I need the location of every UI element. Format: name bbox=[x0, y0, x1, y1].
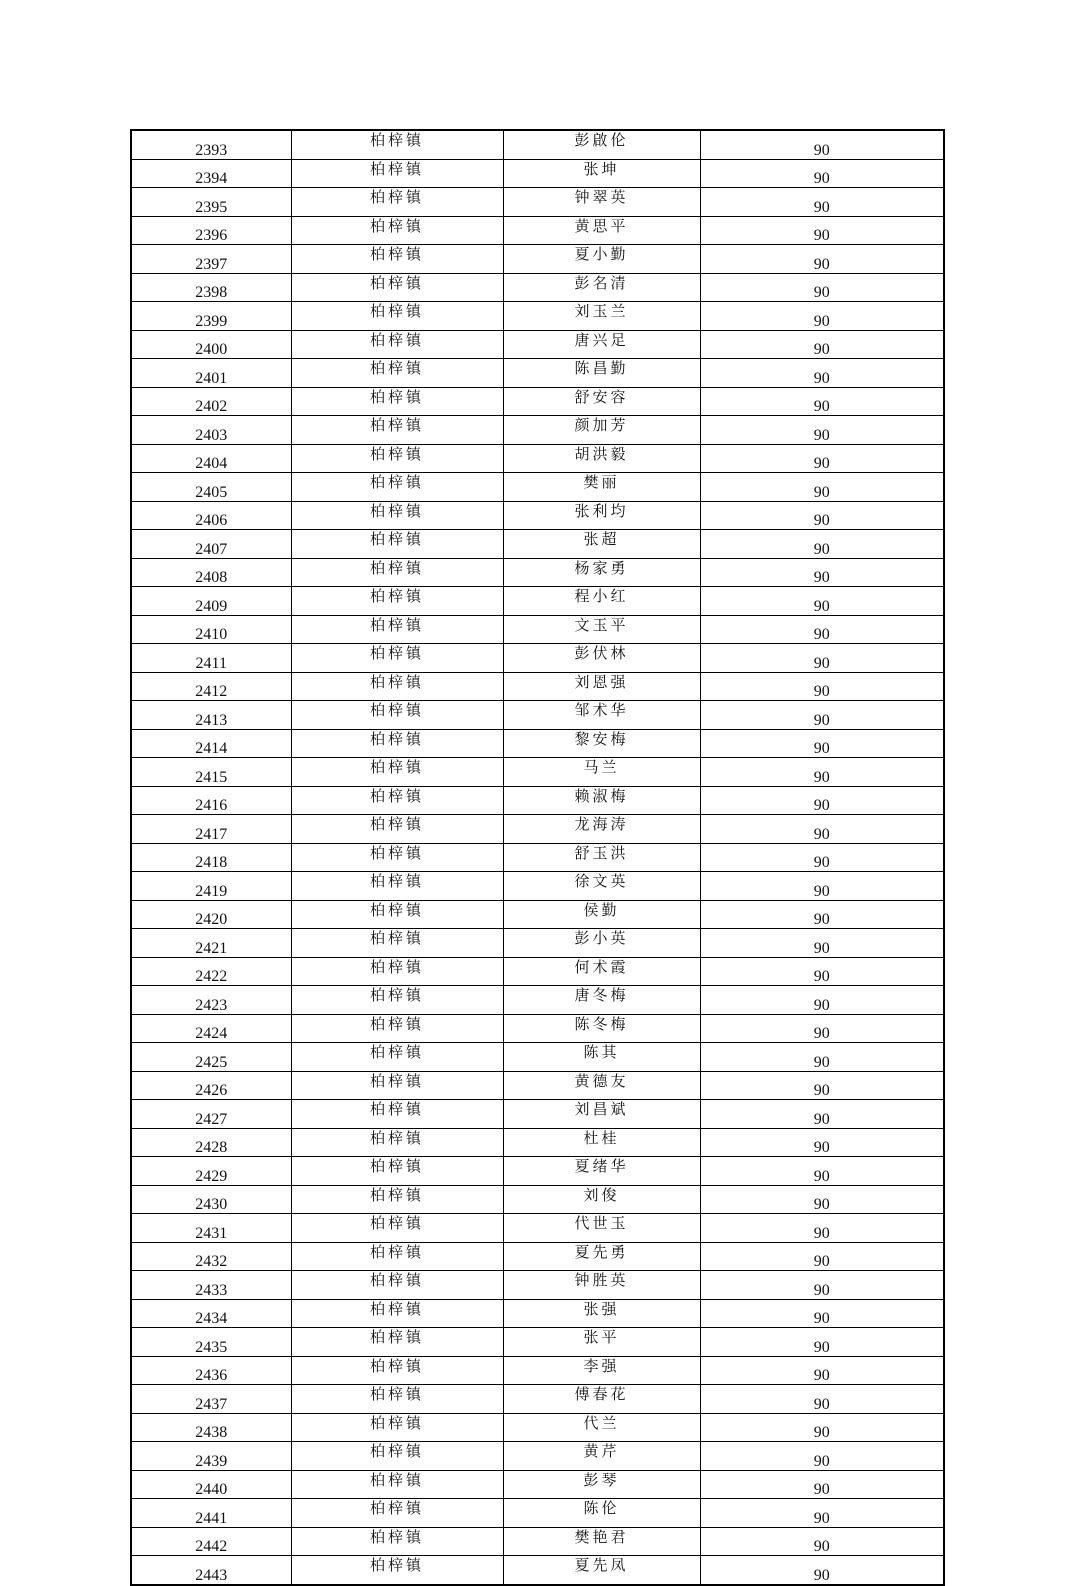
roster-table-body bbox=[131, 130, 944, 1585]
cell-serial-number: 2412 bbox=[131, 672, 291, 701]
cell-town: 柏梓镇 bbox=[291, 558, 503, 587]
cell-score: 90 bbox=[700, 587, 944, 616]
cell-town: 柏梓镇 bbox=[291, 672, 503, 701]
table-row bbox=[131, 159, 944, 188]
cell-serial-number: 2425 bbox=[131, 1043, 291, 1072]
cell-town: 柏梓镇 bbox=[291, 245, 503, 274]
cell-serial-number: 2411 bbox=[131, 644, 291, 673]
cell-town: 柏梓镇 bbox=[291, 473, 503, 502]
cell-score: 90 bbox=[700, 1185, 944, 1214]
cell-serial-number: 2434 bbox=[131, 1299, 291, 1328]
cell-serial-number: 2438 bbox=[131, 1413, 291, 1442]
table-row bbox=[131, 1100, 944, 1129]
cell-score: 90 bbox=[700, 302, 944, 331]
cell-town: 柏梓镇 bbox=[291, 957, 503, 986]
cell-person-name: 何术霞 bbox=[503, 957, 700, 986]
cell-serial-number: 2431 bbox=[131, 1214, 291, 1243]
cell-serial-number: 2424 bbox=[131, 1014, 291, 1043]
cell-score: 90 bbox=[700, 672, 944, 701]
cell-person-name: 张强 bbox=[503, 1299, 700, 1328]
cell-score: 90 bbox=[700, 1214, 944, 1243]
cell-score: 90 bbox=[700, 929, 944, 958]
cell-town: 柏梓镇 bbox=[291, 929, 503, 958]
cell-score: 90 bbox=[700, 1527, 944, 1556]
cell-town: 柏梓镇 bbox=[291, 159, 503, 188]
cell-score: 90 bbox=[700, 1242, 944, 1271]
cell-serial-number: 2399 bbox=[131, 302, 291, 331]
cell-town: 柏梓镇 bbox=[291, 302, 503, 331]
table-row bbox=[131, 416, 944, 445]
cell-person-name: 杨家勇 bbox=[503, 558, 700, 587]
cell-score: 90 bbox=[700, 1442, 944, 1471]
cell-person-name: 马兰 bbox=[503, 758, 700, 787]
cell-town: 柏梓镇 bbox=[291, 130, 503, 159]
cell-town: 柏梓镇 bbox=[291, 1100, 503, 1129]
table-row bbox=[131, 216, 944, 245]
cell-town: 柏梓镇 bbox=[291, 1157, 503, 1186]
cell-town: 柏梓镇 bbox=[291, 1242, 503, 1271]
cell-person-name: 李强 bbox=[503, 1356, 700, 1385]
table-row bbox=[131, 986, 944, 1015]
cell-town: 柏梓镇 bbox=[291, 1356, 503, 1385]
cell-town: 柏梓镇 bbox=[291, 359, 503, 388]
cell-person-name: 彭伏林 bbox=[503, 644, 700, 673]
table-row bbox=[131, 359, 944, 388]
table-row bbox=[131, 957, 944, 986]
cell-person-name: 陈昌勤 bbox=[503, 359, 700, 388]
table-row bbox=[131, 1328, 944, 1357]
table-row bbox=[131, 1242, 944, 1271]
cell-person-name: 彭啟伦 bbox=[503, 130, 700, 159]
cell-serial-number: 2421 bbox=[131, 929, 291, 958]
cell-town: 柏梓镇 bbox=[291, 900, 503, 929]
cell-score: 90 bbox=[700, 758, 944, 787]
table-row bbox=[131, 815, 944, 844]
cell-score: 90 bbox=[700, 473, 944, 502]
cell-score: 90 bbox=[700, 1413, 944, 1442]
cell-person-name: 刘昌斌 bbox=[503, 1100, 700, 1129]
cell-town: 柏梓镇 bbox=[291, 815, 503, 844]
cell-town: 柏梓镇 bbox=[291, 786, 503, 815]
cell-person-name: 夏先凤 bbox=[503, 1556, 700, 1585]
table-row bbox=[131, 872, 944, 901]
cell-person-name: 唐兴足 bbox=[503, 330, 700, 359]
cell-town: 柏梓镇 bbox=[291, 758, 503, 787]
cell-serial-number: 2413 bbox=[131, 701, 291, 730]
cell-serial-number: 2440 bbox=[131, 1470, 291, 1499]
cell-score: 90 bbox=[700, 558, 944, 587]
cell-serial-number: 2436 bbox=[131, 1356, 291, 1385]
table-row bbox=[131, 1413, 944, 1442]
table-row bbox=[131, 644, 944, 673]
table-row bbox=[131, 1043, 944, 1072]
cell-score: 90 bbox=[700, 1157, 944, 1186]
table-row bbox=[131, 1071, 944, 1100]
cell-person-name: 舒玉洪 bbox=[503, 843, 700, 872]
cell-serial-number: 2400 bbox=[131, 330, 291, 359]
table-row bbox=[131, 188, 944, 217]
cell-score: 90 bbox=[700, 1071, 944, 1100]
cell-serial-number: 2414 bbox=[131, 729, 291, 758]
cell-person-name: 代世玉 bbox=[503, 1214, 700, 1243]
cell-town: 柏梓镇 bbox=[291, 615, 503, 644]
cell-score: 90 bbox=[700, 416, 944, 445]
cell-town: 柏梓镇 bbox=[291, 1299, 503, 1328]
cell-score: 90 bbox=[700, 1356, 944, 1385]
cell-score: 90 bbox=[700, 843, 944, 872]
cell-score: 90 bbox=[700, 1299, 944, 1328]
cell-town: 柏梓镇 bbox=[291, 701, 503, 730]
table-row bbox=[131, 615, 944, 644]
cell-serial-number: 2439 bbox=[131, 1442, 291, 1471]
cell-town: 柏梓镇 bbox=[291, 273, 503, 302]
cell-score: 90 bbox=[700, 729, 944, 758]
cell-person-name: 陈其 bbox=[503, 1043, 700, 1072]
cell-person-name: 赖淑梅 bbox=[503, 786, 700, 815]
table-row bbox=[131, 558, 944, 587]
cell-person-name: 彭名清 bbox=[503, 273, 700, 302]
cell-serial-number: 2408 bbox=[131, 558, 291, 587]
cell-person-name: 夏绪华 bbox=[503, 1157, 700, 1186]
cell-score: 90 bbox=[700, 1014, 944, 1043]
cell-town: 柏梓镇 bbox=[291, 1071, 503, 1100]
cell-town: 柏梓镇 bbox=[291, 1499, 503, 1528]
table-row bbox=[131, 1356, 944, 1385]
table-row bbox=[131, 929, 944, 958]
cell-town: 柏梓镇 bbox=[291, 587, 503, 616]
cell-score: 90 bbox=[700, 1499, 944, 1528]
cell-serial-number: 2401 bbox=[131, 359, 291, 388]
table-row bbox=[131, 758, 944, 787]
table-row bbox=[131, 1442, 944, 1471]
table-row bbox=[131, 701, 944, 730]
cell-serial-number: 2402 bbox=[131, 387, 291, 416]
cell-person-name: 唐冬梅 bbox=[503, 986, 700, 1015]
cell-person-name: 彭琴 bbox=[503, 1470, 700, 1499]
cell-person-name: 黄德友 bbox=[503, 1071, 700, 1100]
cell-score: 90 bbox=[700, 1470, 944, 1499]
table-row bbox=[131, 587, 944, 616]
cell-score: 90 bbox=[700, 986, 944, 1015]
cell-serial-number: 2437 bbox=[131, 1385, 291, 1414]
table-row bbox=[131, 387, 944, 416]
table-row bbox=[131, 330, 944, 359]
cell-person-name: 夏小勤 bbox=[503, 245, 700, 274]
cell-score: 90 bbox=[700, 1385, 944, 1414]
cell-serial-number: 2404 bbox=[131, 444, 291, 473]
cell-town: 柏梓镇 bbox=[291, 330, 503, 359]
cell-score: 90 bbox=[700, 359, 944, 388]
cell-town: 柏梓镇 bbox=[291, 216, 503, 245]
cell-score: 90 bbox=[700, 815, 944, 844]
cell-score: 90 bbox=[700, 701, 944, 730]
cell-score: 90 bbox=[700, 501, 944, 530]
table-row bbox=[131, 1527, 944, 1556]
table-row bbox=[131, 1014, 944, 1043]
cell-person-name: 陈伦 bbox=[503, 1499, 700, 1528]
cell-serial-number: 2430 bbox=[131, 1185, 291, 1214]
table-row bbox=[131, 1271, 944, 1300]
cell-serial-number: 2405 bbox=[131, 473, 291, 502]
cell-person-name: 刘俊 bbox=[503, 1185, 700, 1214]
cell-serial-number: 2441 bbox=[131, 1499, 291, 1528]
table-row bbox=[131, 501, 944, 530]
table-row bbox=[131, 473, 944, 502]
cell-person-name: 樊艳君 bbox=[503, 1527, 700, 1556]
cell-serial-number: 2443 bbox=[131, 1556, 291, 1585]
cell-town: 柏梓镇 bbox=[291, 1385, 503, 1414]
cell-person-name: 邹术华 bbox=[503, 701, 700, 730]
cell-town: 柏梓镇 bbox=[291, 444, 503, 473]
cell-score: 90 bbox=[700, 900, 944, 929]
cell-person-name: 刘玉兰 bbox=[503, 302, 700, 331]
cell-serial-number: 2396 bbox=[131, 216, 291, 245]
cell-person-name: 彭小英 bbox=[503, 929, 700, 958]
cell-town: 柏梓镇 bbox=[291, 986, 503, 1015]
table-row bbox=[131, 530, 944, 559]
cell-town: 柏梓镇 bbox=[291, 1043, 503, 1072]
cell-person-name: 杜桂 bbox=[503, 1128, 700, 1157]
roster-table bbox=[130, 129, 945, 1586]
cell-score: 90 bbox=[700, 644, 944, 673]
cell-score: 90 bbox=[700, 530, 944, 559]
cell-serial-number: 2397 bbox=[131, 245, 291, 274]
cell-person-name: 颜加芳 bbox=[503, 416, 700, 445]
table-row bbox=[131, 1556, 944, 1585]
cell-person-name: 刘恩强 bbox=[503, 672, 700, 701]
cell-serial-number: 2423 bbox=[131, 986, 291, 1015]
cell-town: 柏梓镇 bbox=[291, 501, 503, 530]
cell-score: 90 bbox=[700, 273, 944, 302]
table-row bbox=[131, 273, 944, 302]
table-row bbox=[131, 843, 944, 872]
cell-town: 柏梓镇 bbox=[291, 416, 503, 445]
table-row bbox=[131, 1385, 944, 1414]
cell-serial-number: 2420 bbox=[131, 900, 291, 929]
cell-person-name: 代兰 bbox=[503, 1413, 700, 1442]
cell-person-name: 黎安梅 bbox=[503, 729, 700, 758]
cell-score: 90 bbox=[700, 1128, 944, 1157]
cell-town: 柏梓镇 bbox=[291, 1556, 503, 1585]
cell-person-name: 黄芹 bbox=[503, 1442, 700, 1471]
table-row bbox=[131, 1214, 944, 1243]
cell-serial-number: 2415 bbox=[131, 758, 291, 787]
cell-town: 柏梓镇 bbox=[291, 530, 503, 559]
cell-town: 柏梓镇 bbox=[291, 1442, 503, 1471]
table-row bbox=[131, 900, 944, 929]
cell-serial-number: 2422 bbox=[131, 957, 291, 986]
cell-serial-number: 2417 bbox=[131, 815, 291, 844]
cell-serial-number: 2406 bbox=[131, 501, 291, 530]
cell-person-name: 傅春花 bbox=[503, 1385, 700, 1414]
table-row bbox=[131, 302, 944, 331]
table-row bbox=[131, 672, 944, 701]
cell-score: 90 bbox=[700, 615, 944, 644]
cell-serial-number: 2403 bbox=[131, 416, 291, 445]
table-row bbox=[131, 1128, 944, 1157]
table-row bbox=[131, 1299, 944, 1328]
cell-serial-number: 2398 bbox=[131, 273, 291, 302]
cell-serial-number: 2409 bbox=[131, 587, 291, 616]
table-row bbox=[131, 729, 944, 758]
cell-person-name: 张坤 bbox=[503, 159, 700, 188]
cell-serial-number: 2426 bbox=[131, 1071, 291, 1100]
cell-person-name: 侯勤 bbox=[503, 900, 700, 929]
cell-person-name: 文玉平 bbox=[503, 615, 700, 644]
cell-serial-number: 2427 bbox=[131, 1100, 291, 1129]
cell-serial-number: 2416 bbox=[131, 786, 291, 815]
cell-town: 柏梓镇 bbox=[291, 843, 503, 872]
table-row bbox=[131, 1499, 944, 1528]
cell-score: 90 bbox=[700, 245, 944, 274]
cell-serial-number: 2429 bbox=[131, 1157, 291, 1186]
cell-score: 90 bbox=[700, 159, 944, 188]
cell-person-name: 钟胜英 bbox=[503, 1271, 700, 1300]
table-row bbox=[131, 1470, 944, 1499]
table-row bbox=[131, 245, 944, 274]
cell-score: 90 bbox=[700, 387, 944, 416]
cell-person-name: 程小红 bbox=[503, 587, 700, 616]
cell-person-name: 龙海涛 bbox=[503, 815, 700, 844]
cell-serial-number: 2419 bbox=[131, 872, 291, 901]
cell-serial-number: 2418 bbox=[131, 843, 291, 872]
cell-person-name: 黄思平 bbox=[503, 216, 700, 245]
cell-town: 柏梓镇 bbox=[291, 1328, 503, 1357]
cell-score: 90 bbox=[700, 1100, 944, 1129]
cell-town: 柏梓镇 bbox=[291, 1271, 503, 1300]
cell-score: 90 bbox=[700, 1271, 944, 1300]
cell-score: 90 bbox=[700, 130, 944, 159]
cell-person-name: 夏先勇 bbox=[503, 1242, 700, 1271]
cell-score: 90 bbox=[700, 786, 944, 815]
cell-serial-number: 2432 bbox=[131, 1242, 291, 1271]
cell-person-name: 胡洪毅 bbox=[503, 444, 700, 473]
cell-person-name: 钟翠英 bbox=[503, 188, 700, 217]
table-row bbox=[131, 130, 944, 159]
cell-serial-number: 2433 bbox=[131, 1271, 291, 1300]
cell-town: 柏梓镇 bbox=[291, 1527, 503, 1556]
cell-person-name: 舒安容 bbox=[503, 387, 700, 416]
cell-person-name: 张超 bbox=[503, 530, 700, 559]
cell-town: 柏梓镇 bbox=[291, 1128, 503, 1157]
cell-town: 柏梓镇 bbox=[291, 1470, 503, 1499]
cell-score: 90 bbox=[700, 216, 944, 245]
cell-serial-number: 2407 bbox=[131, 530, 291, 559]
cell-score: 90 bbox=[700, 330, 944, 359]
cell-score: 90 bbox=[700, 957, 944, 986]
cell-town: 柏梓镇 bbox=[291, 1413, 503, 1442]
cell-town: 柏梓镇 bbox=[291, 644, 503, 673]
cell-town: 柏梓镇 bbox=[291, 729, 503, 758]
cell-person-name: 陈冬梅 bbox=[503, 1014, 700, 1043]
cell-town: 柏梓镇 bbox=[291, 188, 503, 217]
table-row bbox=[131, 1157, 944, 1186]
table-row bbox=[131, 1185, 944, 1214]
cell-score: 90 bbox=[700, 872, 944, 901]
cell-score: 90 bbox=[700, 444, 944, 473]
cell-person-name: 徐文英 bbox=[503, 872, 700, 901]
cell-serial-number: 2428 bbox=[131, 1128, 291, 1157]
cell-serial-number: 2410 bbox=[131, 615, 291, 644]
cell-serial-number: 2442 bbox=[131, 1527, 291, 1556]
cell-town: 柏梓镇 bbox=[291, 1014, 503, 1043]
cell-score: 90 bbox=[700, 188, 944, 217]
table-row bbox=[131, 786, 944, 815]
cell-person-name: 张利均 bbox=[503, 501, 700, 530]
table-row bbox=[131, 444, 944, 473]
cell-serial-number: 2394 bbox=[131, 159, 291, 188]
cell-town: 柏梓镇 bbox=[291, 1214, 503, 1243]
cell-serial-number: 2395 bbox=[131, 188, 291, 217]
cell-person-name: 樊丽 bbox=[503, 473, 700, 502]
cell-score: 90 bbox=[700, 1556, 944, 1585]
cell-serial-number: 2393 bbox=[131, 130, 291, 159]
cell-score: 90 bbox=[700, 1043, 944, 1072]
cell-serial-number: 2435 bbox=[131, 1328, 291, 1357]
cell-score: 90 bbox=[700, 1328, 944, 1357]
cell-town: 柏梓镇 bbox=[291, 387, 503, 416]
cell-person-name: 张平 bbox=[503, 1328, 700, 1357]
cell-town: 柏梓镇 bbox=[291, 872, 503, 901]
cell-town: 柏梓镇 bbox=[291, 1185, 503, 1214]
